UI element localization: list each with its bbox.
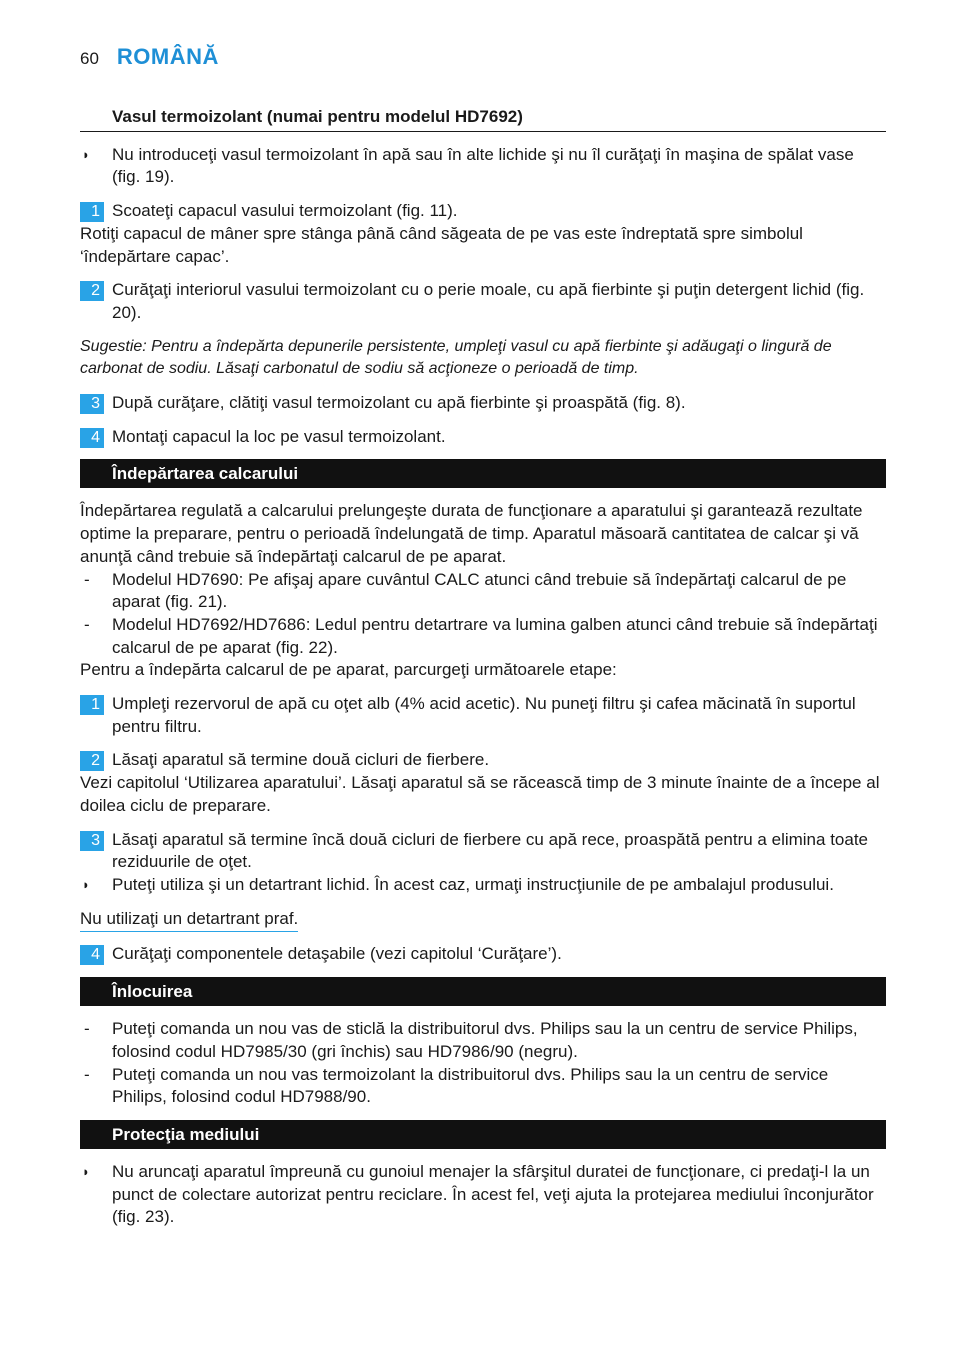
step-number-badge: 3 [80,394,104,414]
dash-text: Modelul HD7692/HD7686: Ledul pentru detartrare va lumina galben atunci când trebuie să îndepărtaţi calcarul de pe aparat (fig. 22). [112,614,878,657]
step-number-badge: 4 [80,945,104,965]
dash-item [80,1018,886,1063]
dash-text: Modelul HD7690: Pe afişaj apare cuvântul CALC atunci când trebuie să îndepărtaţi calcarul de pe aparat (fig. 21). [112,569,847,612]
step-item [80,279,886,324]
bullet-icon: ◗ [82,876,90,892]
bullet-text: Nu aruncaţi aparatul împreună cu gunoiul menajer la sfârşitul duratei de funcţionare, ci predaţi-l la un punct de colectare autorizat pentru reciclare. În acest fel, veţi ajuta la protejarea mediului înconjurător (fig. 23). [112,1161,874,1227]
step-text: Montaţi capacul la loc pe vasul termoizolant. [112,426,446,446]
descaling-intro: Îndepărtarea regulată a calcarului prelungeşte durata de funcţionare a aparatului şi garantează rezultate optime la preparare, pentru o perioadă îndelungată de timp. Aparatul măsoară cantitatea de calcar şi vă anunţă când trebuie să îndepărtaţi calcarul de pe aparat. [80,501,863,566]
step-text: Umpleţi rezervorul de apă cu oţet alb (4% acid acetic). Nu puneţi filtru şi cafea măcinată în suportul pentru filtru. [112,694,856,736]
dash-marker: - [84,1064,90,1084]
bullet-text: Nu introduceţi vasul termoizolant în apă sau în alte lichide şi nu îl curăţaţi în maşina de spălat vase (fig. 19). [112,144,854,187]
step-text: După curăţare, clătiţi vasul termoizolant cu apă fierbinte şi proaspătă (fig. 8). [112,393,686,413]
dash-item [80,1064,886,1109]
dash-text: Puteţi comanda un nou vas termoizolant la distribuitorul dvs. Philips sau la un centru de service Philips, folosind codul HD7988/90. [112,1064,829,1107]
step-item [80,749,886,772]
section-bar-environment: Protecţia mediului [80,1120,886,1149]
section-bar-descaling: Îndepărtarea calcarului [80,459,886,488]
bullet-icon: ◗ [82,146,90,162]
step-item [80,693,886,738]
step-number-badge: 1 [80,695,104,715]
page-number: 60 [80,49,99,68]
language-title: ROMÂNĂ [116,44,219,69]
step-note: Vezi capitolul ‘Utilizarea aparatului’. Lăsaţi aparatul să se răcească timp de 3 minute înainte de a începe al doilea ciclu de preparare. [80,773,880,815]
step-item [80,392,886,415]
step-number-badge: 4 [80,428,104,448]
dash-marker: - [84,569,90,589]
page-content [80,106,886,1229]
dash-item [80,569,886,614]
step-item [80,829,886,874]
bullet-icon: ◗ [82,1163,90,1179]
bullet-text: Puteţi utiliza şi un detartrant lichid. În acest caz, urmaţi instrucţiunile de pe ambalajul produsului. [112,874,834,894]
dash-marker: - [84,1019,90,1039]
descaling-lead: Pentru a îndepărta calcarul de pe aparat, parcurgeţi următoarele etape: [80,660,617,680]
step-note: Rotiţi capacul de mâner spre stânga până când săgeata de pe vas este îndreptată spre simbolul ‘îndepărtare capac’. [80,223,803,266]
dash-item [80,614,886,659]
step-number-badge: 2 [80,751,104,771]
step-item [80,943,886,966]
bullet-item [80,1161,886,1229]
section-heading-thermal-jug: Vasul termoizolant (numai pentru modelul HD7692) [80,106,886,132]
warning-text: Nu utilizaţi un detartrant praf. [80,908,298,933]
step-text: Curăţaţi interiorul vasului termoizolant cu o perie moale, cu apă fierbinte şi puţin detergent lichid (fig. 20). [112,280,865,322]
step-number-badge: 3 [80,831,104,851]
step-text: Scoateţi capacul vasului termoizolant (fig. 11). [112,201,458,221]
step-number-badge: 1 [80,202,104,222]
step-item [80,426,886,449]
step-text: Curăţaţi componentele detaşabile (vezi capitolul ‘Curăţare’). [112,944,562,964]
step-item [80,200,886,223]
page-header [80,46,219,71]
bullet-item [80,144,886,189]
dash-marker: - [84,614,90,634]
bullet-item [80,874,886,897]
section-bar-replacement: Înlocuirea [80,977,886,1006]
step-number-badge: 2 [80,281,104,301]
step-text: Lăsaţi aparatul să termine două cicluri de fierbere. [112,750,490,770]
dash-text: Puteţi comanda un nou vas de sticlă la distribuitorul dvs. Philips sau la un centru de service Philips, folosind codul HD7985/30 (gri închis) sau HD7986/90 (negru). [112,1019,858,1061]
step-text: Lăsaţi aparatul să termine încă două cicluri de fierbere cu apă rece, proaspătă pentru a elimina toate reziduurile de oţet. [112,829,869,872]
tip-text: Sugestie: Pentru a îndepărta depunerile persistente, umpleţi vasul cu apă fierbinte şi adăugaţi o lingură de carbonat de sodiu. Lăsaţi carbonatul de sodiu să acţioneze o perioadă de timp. [80,337,832,378]
